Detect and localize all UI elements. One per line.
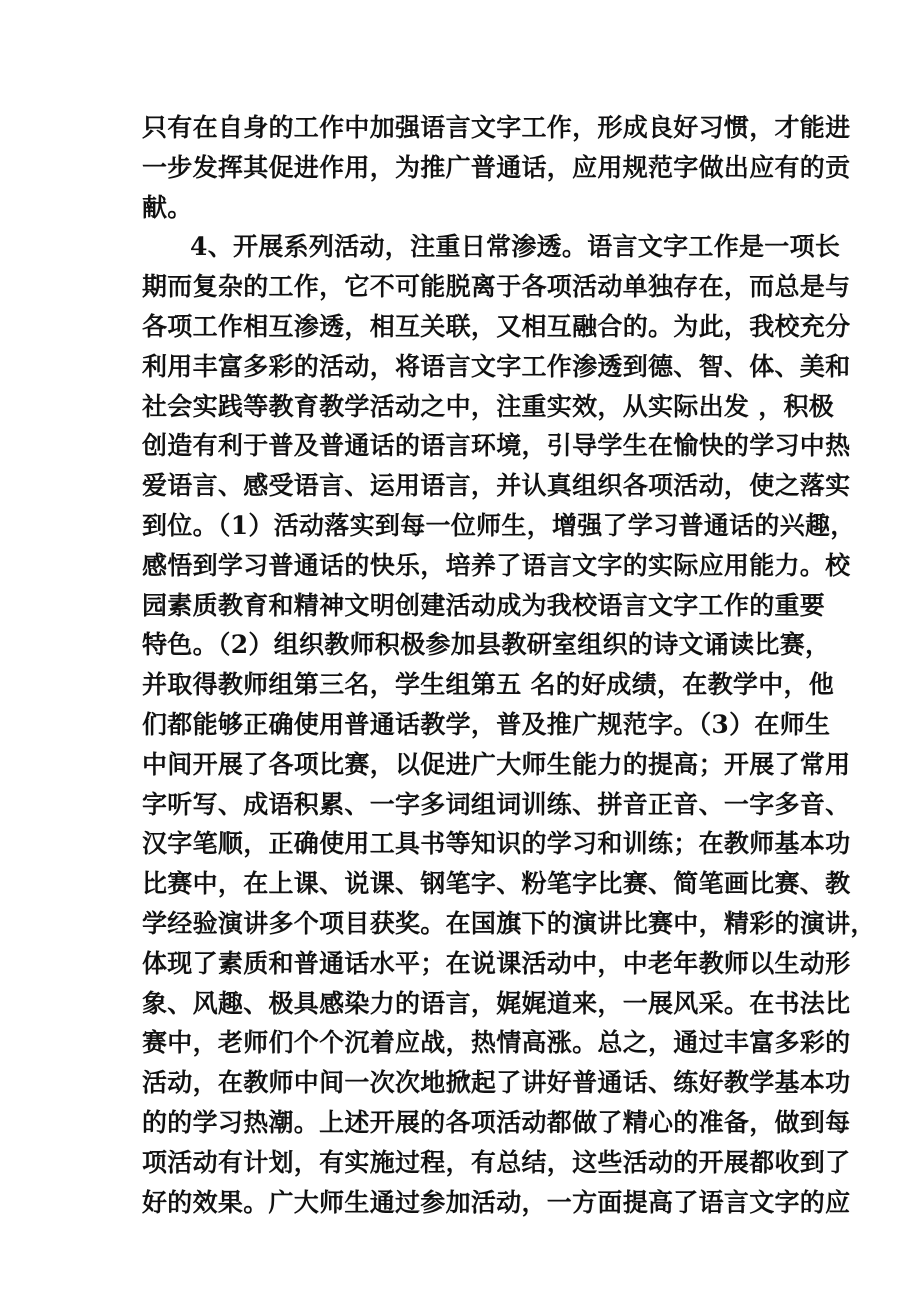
text-line: 们都能够正确使用普通话教学，普及推广规范字。（3）在师生 xyxy=(142,709,831,739)
text-line: 中间开展了各项比赛，以促进广大师生能力的提高；开展了常用 xyxy=(142,749,851,779)
text-line: 好的效果。广大师生通过参加活动，一方面提高了语言文字的应 xyxy=(142,1187,851,1217)
text-line: 赛中，老师们个个沉着应战，热情高涨。总之，通过丰富多彩的 xyxy=(142,1028,851,1058)
text-line: 并取得教师组第三名，学生组第五 名的好成绩，在教学中，他 xyxy=(142,670,835,700)
text-line: 学经验演讲多个项目获奖。在国旗下的演讲比赛中，精彩的演讲， xyxy=(142,908,876,938)
text-line: 创造有利于普及普通话的语言环境，引导学生在愉快的学习中热 xyxy=(142,431,851,461)
text-line: 象、风趣、极具感染力的语言，娓娓道来，一展风采。在书法比 xyxy=(142,988,851,1018)
text-line: 社会实践等教育教学活动之中，注重实效，从实际出发 ，积极 xyxy=(142,391,835,421)
text-line-paragraph-start: 4、开展系列活动，注重日常渗透。语言文字工作是一项长 xyxy=(190,232,841,262)
text-line: 活动，在教师中间一次次地掀起了讲好普通话、练好教学基本功 xyxy=(142,1068,851,1098)
text-line: 项活动有计划，有实施过程，有总结，这些活动的开展都收到了 xyxy=(142,1147,851,1177)
text-line: 的的学习热潮。上述开展的各项活动都做了精心的准备，做到每 xyxy=(142,1107,851,1137)
text-line: 期而复杂的工作，它不可能脱离于各项活动单独存在，而总是与 xyxy=(142,272,851,302)
text-line: 一步发挥其促进作用，为推广普通话，应用规范字做出应有的贡 xyxy=(142,152,851,182)
text-line: 感悟到学习普通话的快乐，培养了语言文字的实际应用能力。校 xyxy=(142,550,851,580)
text-line: 爱语言、感受语言、运用语言，并认真组织各项活动，使之落实 xyxy=(142,471,851,501)
text-line: 到位。（1）活动落实到每一位师生，增强了学习普通话的兴趣， xyxy=(142,510,856,540)
text-line: 献。 xyxy=(142,192,193,222)
text-line: 特色。（2）组织教师积极参加县教研室组织的诗文诵读比赛， xyxy=(142,630,831,660)
text-line: 字听写、成语积累、一字多词组词训练、拼音正音、一字多音、 xyxy=(142,789,851,819)
text-line: 汉字笔顺，正确使用工具书等知识的学习和训练；在教师基本功 xyxy=(142,829,851,859)
text-line: 体现了素质和普通话水平；在说课活动中，中老年教师以生动形 xyxy=(142,948,851,978)
text-line: 比赛中，在上课、说课、钢笔字、粉笔字比赛、简笔画比赛、教 xyxy=(142,869,851,899)
body-text xyxy=(142,108,876,1222)
text-line: 只有在自身的工作中加强语言文字工作，形成良好习惯，才能进 xyxy=(142,113,851,142)
text-line: 园素质教育和精神文明创建活动成为我校语言文字工作的重要 xyxy=(142,590,826,620)
text-line: 各项工作相互渗透，相互关联，又相互融合的。为此，我校充分 xyxy=(142,311,851,341)
text-line: 利用丰富多彩的活动，将语言文字工作渗透到德、智、体、美和 xyxy=(142,351,851,381)
